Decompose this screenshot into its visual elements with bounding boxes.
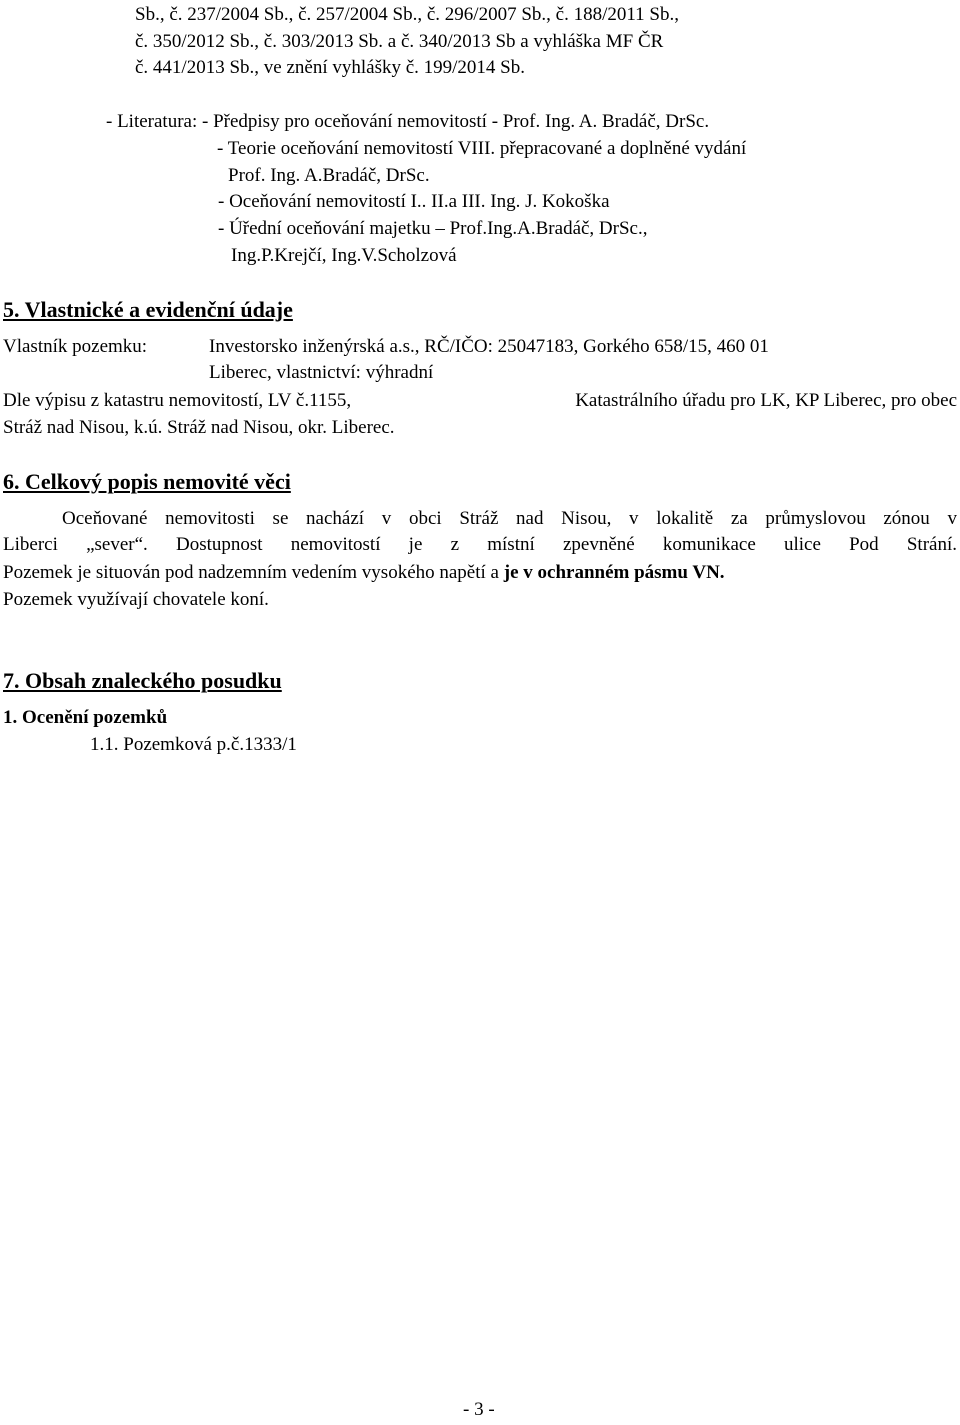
legal-reference-line-3: č. 441/2013 Sb., ve znění vyhlášky č. 199/2014 Sb. [135, 57, 525, 78]
owner-value-line-2: Liberec, vlastnictví: výhradní [209, 362, 434, 383]
description-line-2: Liberci „sever“. Dostupnost nemovitostí je z místní zpevněné komunikace ulice Pod Strání. [3, 534, 957, 555]
description-line-3 [3, 561, 725, 585]
description-line-4: Pozemek využívají chovatele koní. [3, 589, 269, 610]
literature-line-2: - Teorie oceňování nemovitostí VIII. přepracované a doplněné vydání [217, 138, 747, 159]
literature-line-5: - Úřední oceňování majetku – Prof.Ing.A.Bradáč, DrSc., [218, 218, 648, 239]
cadastre-line-2: Stráž nad Nisou, k.ú. Stráž nad Nisou, okr. Liberec. [3, 417, 395, 438]
description-line-1: Oceňované nemovitosti se nachází v obci Stráž nad Nisou, v lokalitě za průmyslovou zónou v [62, 508, 957, 529]
literature-line-6: Ing.P.Krejčí, Ing.V.Scholzová [231, 245, 457, 266]
cadastre-line-1 [3, 389, 957, 413]
subsection-land-parcel: 1.1. Pozemková p.č.1333/1 [90, 734, 297, 755]
literature-line-4: - Oceňování nemovitostí I.. II.a III. Ing. J. Kokoška [218, 191, 610, 212]
owner-value-line-1: Investorsko inženýrská a.s., RČ/IČO: 25047183, Gorkého 658/15, 460 01 [209, 336, 769, 357]
legal-reference-line-1: Sb., č. 237/2004 Sb., č. 257/2004 Sb., č. 296/2007 Sb., č. 188/2011 Sb., [135, 4, 679, 25]
protection-zone-note: je v ochranném pásmu VN. [503, 562, 725, 583]
literature-line-3: Prof. Ing. A.Bradáč, DrSc. [228, 165, 430, 186]
description-text-plain: Pozemek je situován pod nadzemním vedením vysokého napětí a [3, 562, 504, 583]
literature-line-1: - Literatura: - Předpisy pro oceňování nemovitostí - Prof. Ing. A. Bradáč, DrSc. [106, 111, 710, 132]
section-5-heading: 5. Vlastnické a evidenční údaje [3, 297, 293, 322]
cadastre-text-a: Dle výpisu z katastru nemovitostí, LV č.1155, [3, 390, 352, 411]
subsection-land-valuation: 1. Ocenění pozemků [3, 707, 168, 728]
cadastre-text-b: Katastrálního úřadu pro LK, KP Liberec, pro obec [575, 390, 957, 411]
page-number: - 3 - [463, 1399, 495, 1420]
section-6-heading: 6. Celkový popis nemovité věci [3, 469, 291, 494]
legal-reference-line-2: č. 350/2012 Sb., č. 303/2013 Sb. a č. 340/2013 Sb a vyhláška MF ČR [135, 31, 664, 52]
owner-label: Vlastník pozemku: [3, 336, 148, 357]
section-7-heading: 7. Obsah znaleckého posudku [3, 668, 282, 693]
